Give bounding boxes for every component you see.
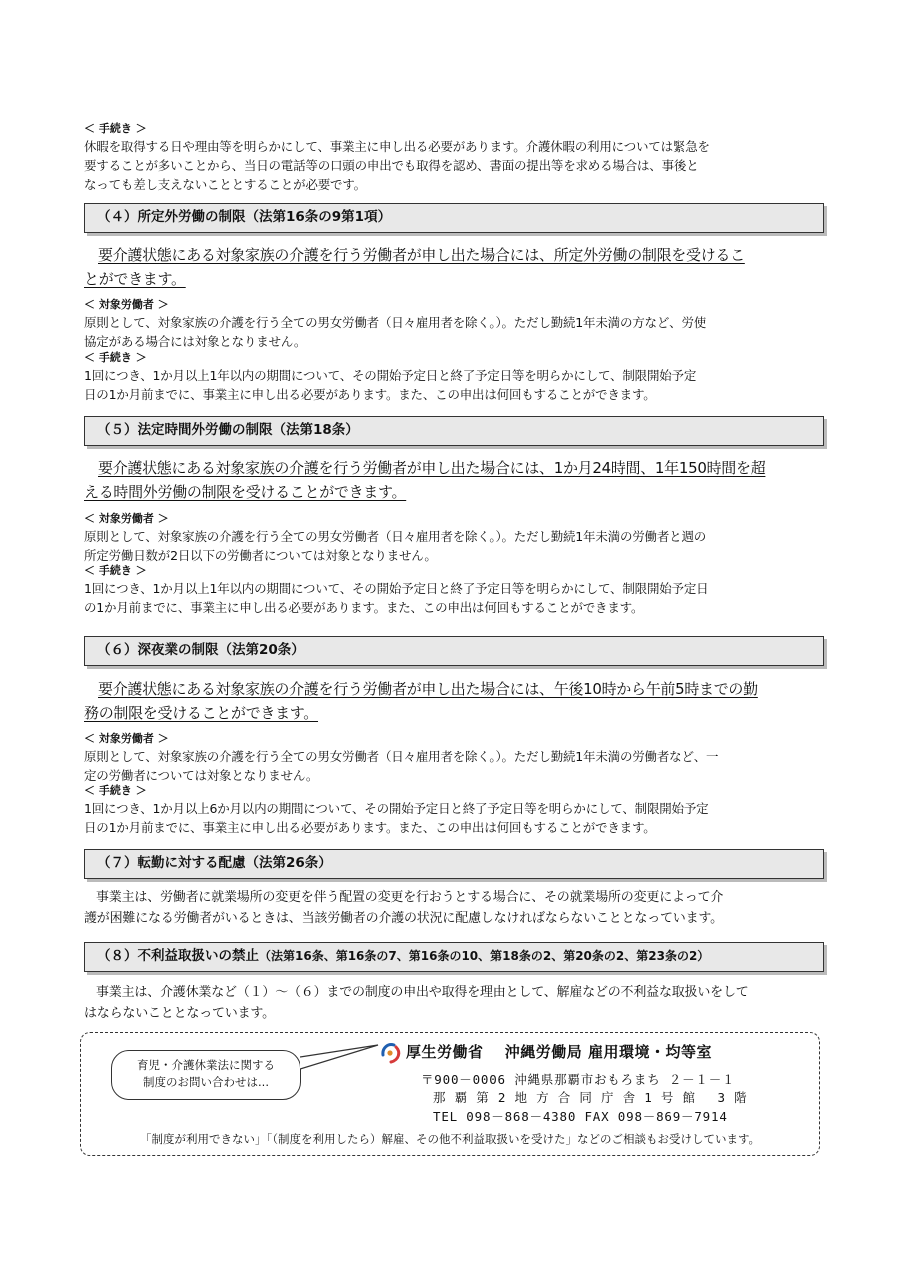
section-8-header: （８）不利益取扱いの禁止（法第16条、第16条の7、第16条の10、第18条の2、第20条の2、第23条の2） (84, 942, 824, 972)
section-5-header: （５）法定時間外労働の制限（法第18条） (84, 416, 824, 446)
consultation-note: 「制度が利用できない」「（制度を利用したら）解雇、その他不利益取扱いを受けた」などのご相談もお受けしています。 (139, 1132, 761, 1146)
procedure-label: ＜ 手続き ＞ (84, 351, 147, 364)
postal-address: 〒900－0006 沖縄県那覇市おもろまち ２－１－１ (421, 1072, 736, 1087)
speech-bubble-tail (300, 1043, 380, 1073)
mhlw-logo-icon (379, 1041, 403, 1065)
section-5-lead: 要介護状態にある対象家族の介護を行う労働者が申し出た場合には、1か月24時間、1年150時間を超 える時間外労働の制限を受けることができます。 (84, 459, 766, 501)
section-4-lead: 要介護状態にある対象家族の介護を行う労働者が申し出た場合には、所定外労働の制限を受けるこ とができます。 (84, 246, 745, 288)
section-6-target-text: 原則として、対象家族の介護を行う全ての男女労働者（日々雇用者を除く。）。ただし勤続1年未満の労働者など、一 定の労働者については対象となりません。 (84, 749, 719, 783)
target-workers-label: ＜ 対象労働者 ＞ (84, 298, 169, 311)
procedure-label: ＜ 手続き ＞ (84, 564, 147, 577)
procedure-label: ＜ 手続き ＞ (84, 784, 147, 797)
section-4-target-text: 原則として、対象家族の介護を行う全ての男女労働者（日々雇用者を除く。）。ただし勤続1年未満の方など、労使 協定がある場合には対象となりません。 (84, 315, 707, 349)
target-workers-label: ＜ 対象労働者 ＞ (84, 512, 169, 525)
phone-fax: TEL 098－868－4380 FAX 098－869－7914 (433, 1109, 728, 1124)
target-workers-label: ＜ 対象労働者 ＞ (84, 732, 169, 745)
section-6-procedure-text: 1回につき、1か月以上6か月以内の期間について、その開始予定日と終了予定日等を明らかにして、制限開始予定 日の1か月前までに、事業主に申し出る必要があります。また、この申出は何回もすることができます。 (84, 801, 709, 835)
section-4-header: （４）所定外労働の制限（法第16条の9第1項） (84, 203, 824, 233)
section-6-header: （６）深夜業の制限（法第20条） (84, 636, 824, 666)
building-address: 那 覇 第 2 地 方 合 同 庁 舎 1 号 館 3 階 (433, 1090, 748, 1105)
section-7-text: 事業主は、労働者に就業場所の変更を伴う配置の変更を行おうとする場合に、その就業場所の変更によって介 護が困難になる労働者がいるときは、当該労働者の介護の状況に配慮しなければならないこととなっています。 (84, 890, 724, 926)
section-5-procedure-text: 1回につき、1か月以上1年以内の期間について、その開始予定日と終了予定日等を明らかにして、制限開始予定日 の1か月前までに、事業主に申し出る必要があります。また、この申出は何回もすることができます。 (84, 581, 709, 615)
contact-box (80, 1032, 820, 1156)
section-7-header: （７）転勤に対する配慮（法第26条） (84, 849, 824, 879)
section-8-text: 事業主は、介護休業など（１）～（６）までの制度の申出や取得を理由として、解雇などの不利益な取扱いをして はならないこととなっています。 (84, 985, 749, 1021)
organization-name: 厚生労働省 沖縄労働局 雇用環境・均等室 (406, 1043, 712, 1061)
section-6-lead: 要介護状態にある対象家族の介護を行う労働者が申し出た場合には、午後10時から午前5時までの勤 務の制限を受けることができます。 (84, 680, 758, 722)
inquiry-speech-bubble: 育児・介護休業法に関する 制度のお問い合わせは... (111, 1050, 301, 1100)
section-5-target-text: 原則として、対象家族の介護を行う全ての男女労働者（日々雇用者を除く。）。ただし勤続1年未満の労働者と週の 所定労働日数が2日以下の労働者については対象となりません。 (84, 529, 707, 563)
intro-procedure-text: 休暇を取得する日や理由等を明らかにして、事業主に申し出る必要があります。介護休暇の利用については緊急を 要することが多いことから、当日の電話等の口頭の申出でも取得を認め、書面の提出等を求める場合は、事後と なっても差し支えないこととすることが必要です。 (84, 139, 710, 192)
procedure-label: ＜ 手続き ＞ (84, 122, 147, 135)
section-4-procedure-text: 1回につき、1か月以上1年以内の期間について、その開始予定日と終了予定日等を明らかにして、制限開始予定 日の1か月前までに、事業主に申し出る必要があります。また、この申出は何回もすることができます。 (84, 368, 697, 402)
